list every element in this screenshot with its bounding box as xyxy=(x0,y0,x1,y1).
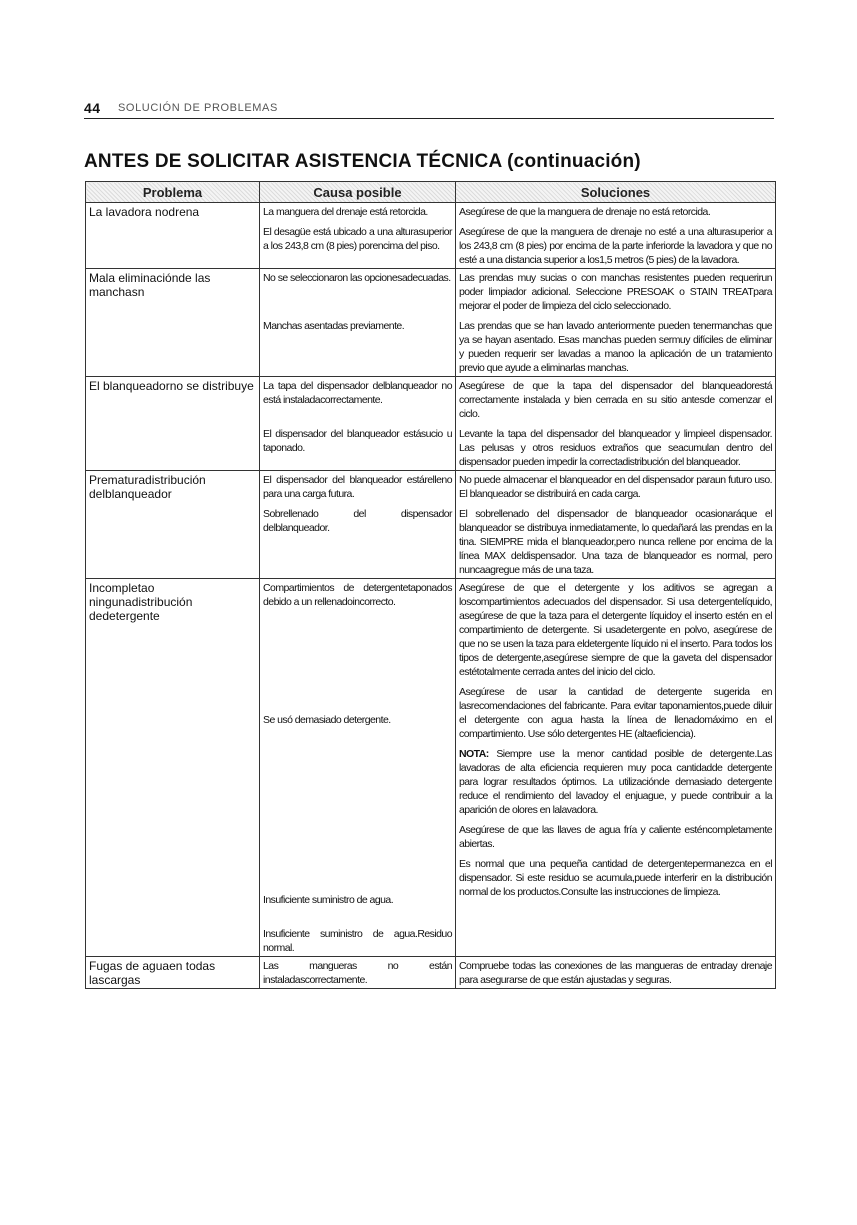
note-label: NOTA: xyxy=(459,748,489,760)
note-text: Siempre use la menor cantidad posible de detergente.Las lavadoras de alta eficiencia requieren muy poca cantidadde detergente para lograr resultados óptimos. La utilizaciónde demasiado detergente reduce el rendimiento del lavadoy el enjuague, y puede contribuir a la aparición de olores en lalavadora. xyxy=(459,748,772,816)
solution-cell xyxy=(456,579,776,957)
problem-cell: Fugas de aguaen todas lascargas xyxy=(86,957,260,989)
cause-text: No se seleccionaron las opcionesadecuadas. xyxy=(263,272,451,284)
column-header-cause: Causa posible xyxy=(260,182,456,203)
table-row xyxy=(86,377,776,471)
solution-text: Las prendas muy sucias o con manchas resistentes pueden requerirun poder limpiador adicional. Seleccione PRESOAK o STAIN TREATpara mejorar el poder de limpieza del ciclo seleccionado. xyxy=(459,272,772,312)
cause-text: Compartimientos de detergentetaponados debido a un rellenadoincorrecto. xyxy=(263,582,452,608)
table-row xyxy=(86,269,776,377)
solution-text: Las prendas que se han lavado anteriormente pueden tenermanchas que ya se hayan asentado. Esas manchas pueden sermuy difíciles de eliminar y pueden requerir ser lavadas a manoo la aplicación de un tratamiento previo que ayude a eliminarlas manchas. xyxy=(459,320,772,374)
solution-cell xyxy=(456,377,776,471)
problem-cell: El blanqueadorno se distribuye xyxy=(86,377,260,471)
problem-cell: La lavadora nodrena xyxy=(86,203,260,269)
cause-cell xyxy=(260,269,456,377)
solution-text: Asegúrese de usar la cantidad de detergente sugerida en lasrecomendaciones del fabricante. Para evitar taponamientos,puede diluir el detergente con agua hasta la línea de llenadomáximo en el compartimiento. Use sólo detergentes HE (altaeficiencia). xyxy=(459,686,772,740)
table-row xyxy=(86,957,776,989)
solution-cell xyxy=(456,269,776,377)
cause-text xyxy=(263,803,452,887)
cause-text: La manguera del drenaje está retorcida. xyxy=(263,206,428,218)
problem-cell: Mala eliminaciónde las manchasn xyxy=(86,269,260,377)
solution-text: Asegúrese de que el detergente y los aditivos se agregan a loscompartimientos adecuados del dispensador. Si usa detergentelíquido, asegúrese de que la taza para el detergente líquidoy el inserto estén en el compartimiento de detergente. Si usadetergente en polvo, asegúrese de que no se usen la taza para eldetergente líquido ni el inserto. Para todos los tipos de detergente,asegúrese siempre de que la gaveta del dispensador estétotalmente cerrada antes del inicio del ciclo. xyxy=(459,582,772,678)
solution-text: Asegúrese de que las llaves de agua fría y caliente esténcompletamente abiertas. xyxy=(459,824,772,850)
solution-text: Asegúrese de que la manguera de drenaje no está retorcida. xyxy=(459,206,711,218)
cause-text: Manchas asentadas previamente. xyxy=(263,320,405,332)
solution-text: No puede almacenar el blanqueador en del dispensador paraun futuro uso. El blanqueador se distribuirá en cada carga. xyxy=(459,474,772,500)
solution-cell xyxy=(456,203,776,269)
cause-text: El dispensador del blanqueador estásucio u taponado. xyxy=(263,428,452,454)
table-row xyxy=(86,579,776,957)
table-header-row xyxy=(86,182,776,203)
cause-text: Insuficiente suministro de agua.Residuo normal. xyxy=(263,928,452,954)
cause-text: Sobrellenado del dispensador delblanqueador. xyxy=(263,508,452,534)
cause-cell xyxy=(260,377,456,471)
table-row xyxy=(86,471,776,579)
problem-cell: Incompletao ningunadistribución dedetergente xyxy=(86,579,260,957)
cause-cell xyxy=(260,957,456,989)
cause-text: El desagüe está ubicado a una alturasuperior a los 243,8 cm (8 pies) porencima del piso. xyxy=(263,226,452,252)
column-header-solution: Soluciones xyxy=(456,182,776,203)
solution-text: El sobrellenado del dispensador de blanqueador ocasionaráque el blanqueador se distribuya inmediatamente, lo quedañará las prendas en la tina. SIEMPRE mida el blanqueador,pero nunca rellene por encima de la línea MAX deldispensador. Una taza de blanqueador es normal, pero nuncaagregue más de una taza. xyxy=(459,508,772,576)
column-header-problem: Problema xyxy=(86,182,260,203)
table-row xyxy=(86,203,776,269)
troubleshooting-table xyxy=(85,181,776,989)
page-title: ANTES DE SOLICITAR ASISTENCIA TÉCNICA (continuación) xyxy=(84,151,641,172)
cause-cell xyxy=(260,579,456,957)
solution-cell xyxy=(456,471,776,579)
cause-cell xyxy=(260,203,456,269)
solution-text: Asegúrese de que la manguera de drenaje no esté a una alturasuperior a los 243,8 cm (8 pies) por encima de la parte inferiorde la lavadora y que no esté a una distancia superior a los1,5 metros (5 pies) de la lavadora. xyxy=(459,226,772,266)
problem-cell: Prematuradistribución delblanqueador xyxy=(86,471,260,579)
solution-text: Levante la tapa del dispensador del blanqueador y limpieel dispensador. Las pelusas y otros residuos extraños que seacumulan dentro del dispensador pueden impedir la correctadistribución del blanqueador. xyxy=(459,428,772,468)
solution-cell xyxy=(456,957,776,989)
solution-text: Compruebe todas las conexiones de las mangueras de entraday drenaje para asegurarse de que están ajustadas y seguras. xyxy=(459,960,772,986)
cause-text: El dispensador del blanqueador estárelleno para una carga futura. xyxy=(263,474,452,500)
page-number: 44 xyxy=(84,100,101,116)
solution-text: Es normal que una pequeña cantidad de detergentepermanezca en el dispensador. Si este residuo se acumula,puede interferir en la distribución normal de los productos.Consulte las instrucciones de limpieza. xyxy=(459,858,772,898)
cause-cell xyxy=(260,471,456,579)
page-header xyxy=(84,100,774,119)
cause-text: La tapa del dispensador delblanqueador no está instaladacorrectamente. xyxy=(263,380,452,406)
cause-text: Se usó demasiado detergente. xyxy=(263,714,391,726)
note-block xyxy=(459,747,772,817)
section-name: SOLUCIÓN DE PROBLEMAS xyxy=(118,102,278,114)
solution-text: Asegúrese de que la tapa del dispensador del blanqueadorestá correctamente instalada y bien cerrada en su sitio antesde comenzar el ciclo. xyxy=(459,380,772,420)
cause-text: Las mangueras no están instaladascorrectamente. xyxy=(263,960,452,986)
cause-text: Insuficiente suministro de agua. xyxy=(263,894,394,906)
